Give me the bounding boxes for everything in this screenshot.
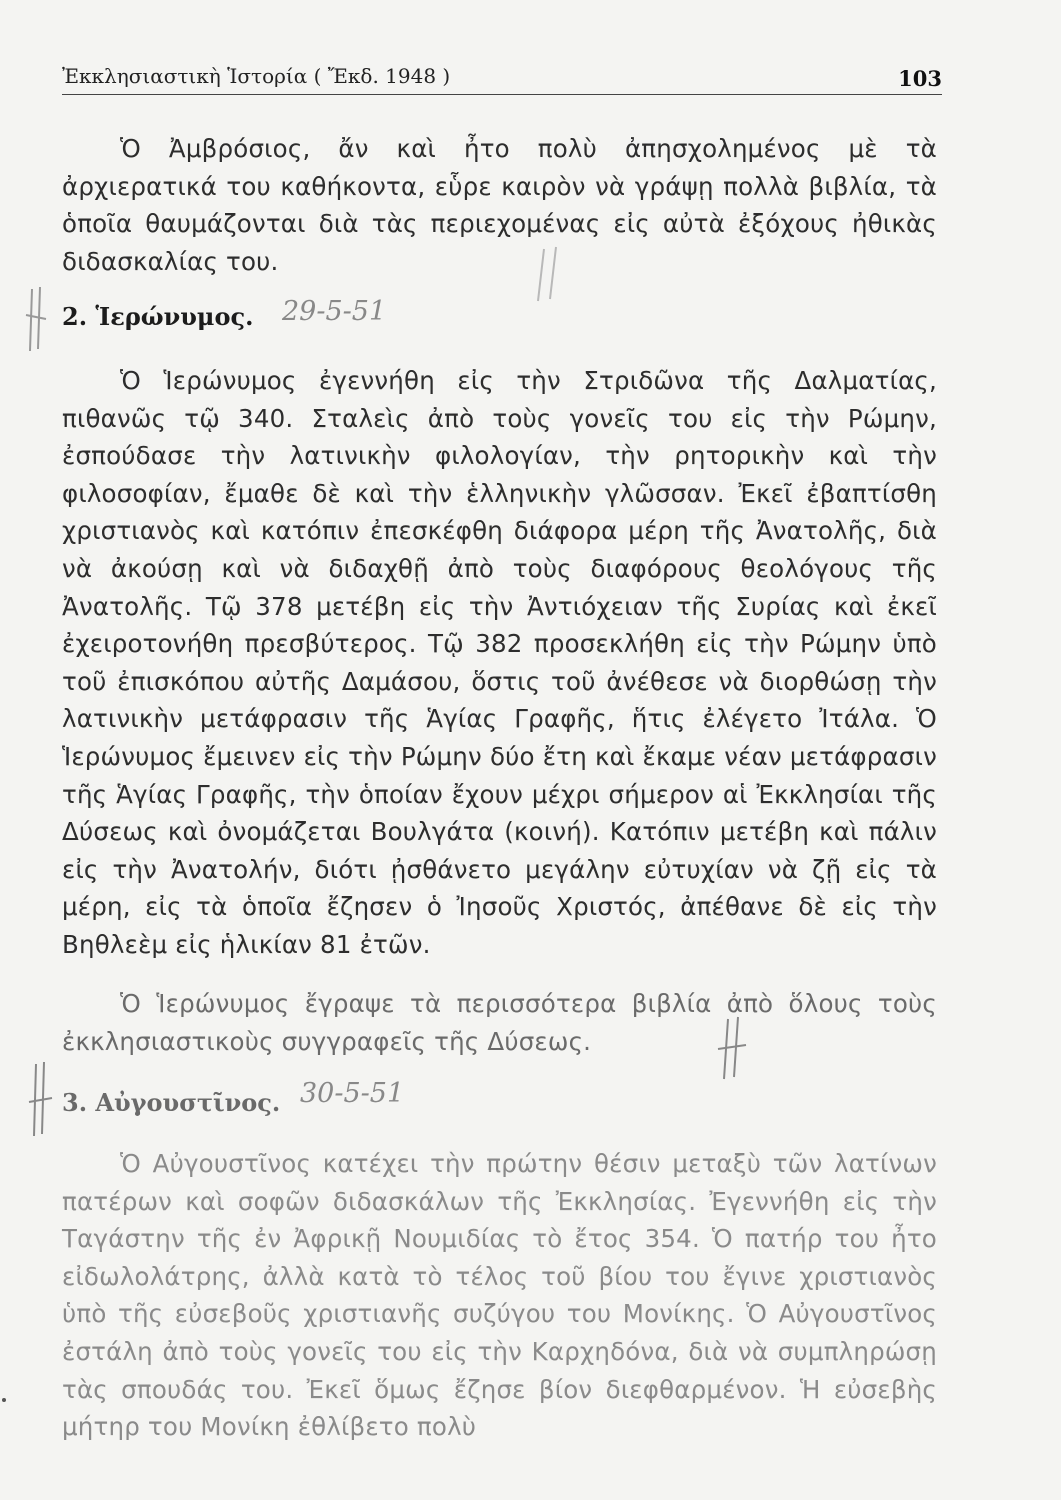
paragraph-ambrose: Ὁ Ἀμβρόσιος, ἄν καὶ ἦτο πολὺ ἀπησχολημένος μὲ τὰ ἀρχιερατικά του καθήκοντα, εὗρε καιρὸν νὰ γράψῃ πολλὰ βιβλία, τὰ ὁποῖα θαυμάζονται διὰ τὰς περιεχομένας εἰς αὐτὰ ἐξόχους ἠθικὰς διδασκαλίας του. <box>62 134 937 276</box>
page-number: 103 <box>898 66 942 91</box>
section-heading-jerome: 2. Ἱερώνυμος. <box>62 302 254 331</box>
paragraph-jerome-1: Ὁ Ἱερώνυμος ἐγεννήθη εἰς τὴν Στριδῶνα τῆς Δαλματίας, πιθανῶς τῷ 340. Σταλεὶς ἀπὸ τοὺς γονεῖς του εἰς τὴν Ρώμην, ἐσπούδασε τὴν λατινικὴν φιλολογίαν, τὴν ρητορικὴν καὶ τὴν φιλοσοφίαν, ἔμαθε δὲ καὶ τὴν ἑλληνικὴν γλῶσσαν. Ἐκεῖ ἐβαπτίσθη χριστιανὸς καὶ κατόπιν ἐπεσκέφθη διάφορα μέρη τῆς Ἀνατολῆς, διὰ νὰ ἀκούσῃ καὶ νὰ διδαχθῇ ἀπὸ τοὺς διαφόρους θεολόγους τῆς Ἀνατολῆς. Τῷ 378 μετέβη εἰς τὴν Ἀντιόχειαν τῆς Συρίας καὶ ἐκεῖ ἐχειροτονήθη πρεσβύτερος. Τῷ 382 προσεκλήθη εἰς τὴν Ρώμην ὑπὸ τοῦ ἐπισκόπου αὐτῆς Δαμάσου, ὅστις τοῦ ἀνέθεσε νὰ διορθώσῃ τὴν λατινικὴν μετάφρασιν τῆς Ἁγίας Γραφῆς, ἥτις ἐλέγετο Ἰτάλα. Ὁ Ἱερώνυμος ἔμεινεν εἰς τὴν Ρώμην δύο ἔτη καὶ ἔκαμε νέαν μετάφρασιν τῆς Ἁγίας Γραφῆς, τὴν ὁποίαν ἔχουν μέχρι σήμερον αἱ Ἐκκλησίαι τῆς Δύσεως καὶ ὀνομάζεται Βουλγάτα (κοινή). Κατόπιν μετέβη καὶ πάλιν εἰς τὴν Ἀνατολήν, διότι ᾐσθάνετο μεγάλην εὐτυχίαν νὰ ζῇ εἰς τὰ μέρη, εἰς τὰ ὁποῖα ἔζησεν ὁ Ἰησοῦς Χριστός, ἀπέθανε δὲ εἰς τὴν Βηθλεὲμ εἰς ἡλικίαν 81 ἐτῶν. <box>62 366 937 959</box>
handwritten-date-augustine: 30-5-51 <box>300 1078 405 1109</box>
page-header <box>62 60 942 95</box>
pen-mark-icon <box>712 1015 752 1085</box>
scan-speck <box>2 1398 6 1402</box>
margin-mark-icon <box>22 285 52 355</box>
paragraph-augustine: Ὁ Αὐγουστῖνος κατέχει τὴν πρώτην θέσιν μεταξὺ τῶν λατίνων πατέρων καὶ σοφῶν διδασκάλων τῆς Ἐκκλησίας. Ἐγεννήθη εἰς τὴν Ταγάστην τῆς ἐν Ἀφρικῇ Νουμιδίας τὸ ἔτος 354. Ὁ πατήρ του ἦτο εἰδωλολάτρης, ἀλλὰ κατὰ τὸ τέλος τοῦ βίου του ἔγινε χριστιανὸς ὑπὸ τῆς εὐσεβοῦς χριστιανῆς συζύγου του Μονίκης. Ὁ Αὐγουστῖνος ἐστάλη ἀπὸ τοὺς γονεῖς του εἰς τὴν Καρχηδόνα, διὰ νὰ συμπληρώσῃ τὰς σπουδάς του. Ἐκεῖ ὅμως ἔζησε βίον διεφθαρμένον. Ἡ εὐσεβὴς μήτηρ του Μονίκη ἐθλίβετο πολὺ <box>62 1149 937 1442</box>
section-heading-augustine: 3. Αὐγουστῖνος. <box>62 1088 281 1117</box>
handwritten-date-jerome: 29-5-51 <box>282 296 387 327</box>
margin-mark-icon <box>26 1060 56 1140</box>
running-head: Ἐκκλησιαστικὴ Ἱστορία ( Ἔκδ. 1948 ) <box>62 64 451 88</box>
pen-mark-icon <box>530 245 570 305</box>
paragraph-jerome-2: Ὁ Ἱερώνυμος ἔγραψε τὰ περισσότερα βιβλία ἀπὸ ὅλους τοὺς ἐκκλησιαστικοὺς συγγραφεῖς τῆς Δύσεως. <box>62 989 937 1056</box>
